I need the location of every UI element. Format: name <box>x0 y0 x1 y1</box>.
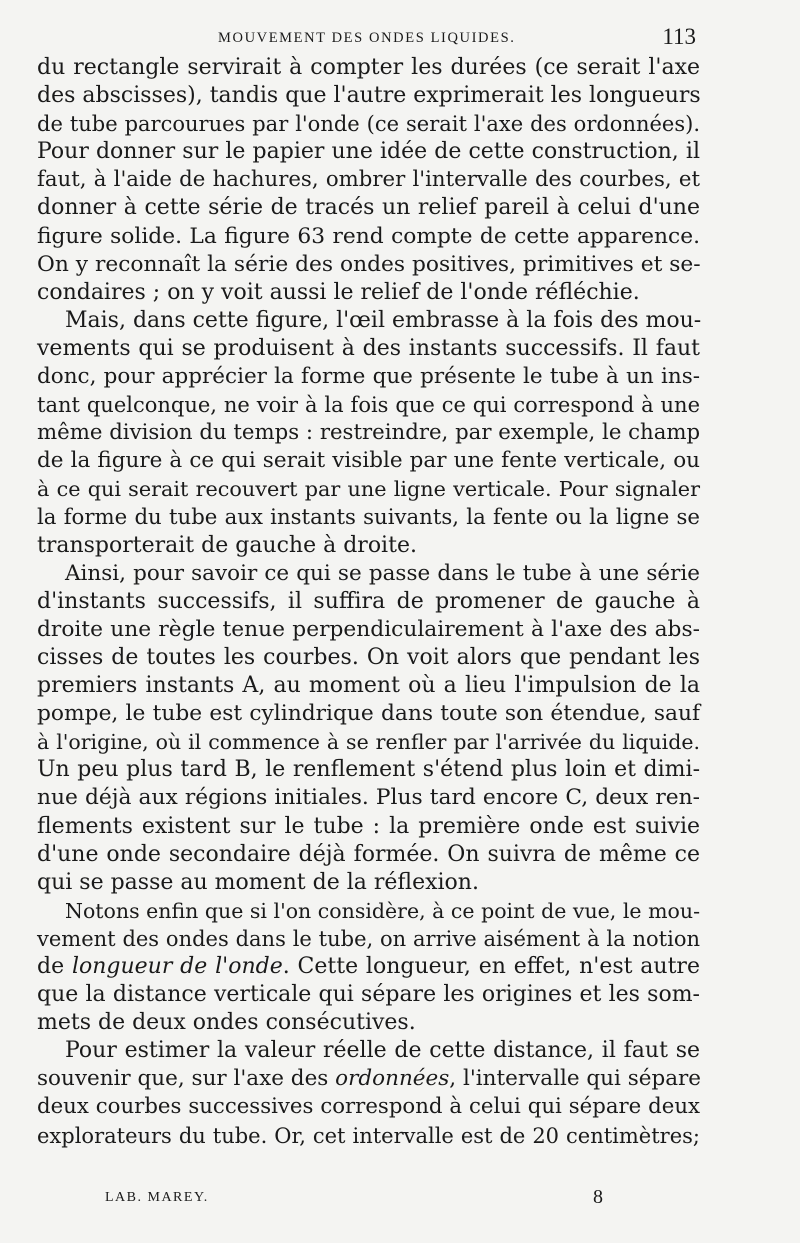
text-line: mets de deux ondes consécutives. <box>37 1010 416 1036</box>
footer-signature-label: LAB. MAREY. <box>105 1190 209 1205</box>
page-footer <box>0 1186 800 1220</box>
running-title: MOUVEMENT DES ONDES LIQUIDES. <box>218 30 516 46</box>
paragraph-1 <box>37 54 700 307</box>
text-line: qui se passe au moment de la réflexion. <box>37 869 479 895</box>
text-line: Un peu plus tard B, le renflement s'étend plus loin et dimi- <box>37 757 700 783</box>
text-line: Notons enfin que si l'on considère, à ce point de vue, le mou- <box>65 898 700 923</box>
text-line: Pour estimer la valeur réelle de cette distance, il faut se <box>65 1038 700 1064</box>
text-line: vement des ondes dans le tube, on arrive aisément à la notion <box>37 926 700 951</box>
text-line: de la figure à ce qui serait visible par une fente verticale, ou <box>37 448 700 474</box>
paragraph-4 <box>37 897 700 1037</box>
text-line: même division du temps : restreindre, par exemple, le champ <box>37 420 701 446</box>
text-line: à l'origine, où il commence à se renfler par l'arrivée du liquide. <box>37 730 700 755</box>
text-line: la forme du tube aux instants suivants, la fente ou la ligne se <box>37 504 700 530</box>
text-line: tant quelconque, ne voir à la fois que ce qui correspond à une <box>37 393 700 418</box>
text-line: droite une règle tenue perpendiculairement à l'axe des abs- <box>37 616 700 642</box>
text-line-with-emphasis: souvenir que, sur l'axe des ordonnées, l'intervalle qui sépare <box>37 1066 702 1092</box>
paragraph-3 <box>37 560 700 897</box>
text-line: de tube parcourues par l'onde (ce serait l'axe des ordonnées). <box>37 112 700 137</box>
text-line: pompe, le tube est cylindrique dans toute son étendue, sauf <box>37 701 700 727</box>
text-line: vements qui se produisent à des instants successifs. Il faut <box>37 335 700 361</box>
text-line: premiers instants A, au moment où a lieu l'impulsion de la <box>37 673 700 699</box>
page-number: 113 <box>662 24 696 49</box>
text-line: que la distance verticale qui sépare les origines et les som- <box>37 982 700 1008</box>
text-line: nue déjà aux régions initiales. Plus tard encore C, deux ren- <box>37 785 700 811</box>
text-line: des abscisses), tandis que l'autre exprimerait les longueurs <box>37 83 701 109</box>
text-line: flements existent sur le tube : la première onde est suivie <box>37 813 700 839</box>
footer-signature-number: 8 <box>593 1186 603 1208</box>
text-line: faut, à l'aide de hachures, ombrer l'intervalle des courbes, et <box>37 167 700 193</box>
text-line: On y reconnaît la série des ondes positives, primitives et se- <box>37 251 701 277</box>
text-line: d'instants successifs, il suffira de promener de gauche à <box>37 588 700 614</box>
text-line: transporterait de gauche à droite. <box>37 532 417 558</box>
text-line: Pour donner sur le papier une idée de cette construction, il <box>37 139 700 165</box>
text-line: figure solide. La figure 63 rend compte de cette apparence. <box>37 223 700 249</box>
text-line: donc, pour apprécier la forme que présente le tube à un ins- <box>37 364 700 390</box>
text-line: donner à cette série de tracés un relief pareil à celui d'une <box>37 195 700 221</box>
italic-phrase: longueur de l'onde <box>71 954 283 979</box>
text-line: condaires ; on y voit aussi le relief de l'onde réfléchie. <box>37 279 640 305</box>
text-line: à ce qui serait recouvert par une ligne verticale. Pour signaler <box>37 477 700 502</box>
text-line: cisses de toutes les courbes. On voit alors que pendant les <box>37 644 700 670</box>
text-line: du rectangle servirait à compter les durées (ce serait l'axe <box>37 55 700 80</box>
text-line: Ainsi, pour savoir ce qui se passe dans le tube à une série <box>65 560 700 586</box>
paragraph-2 <box>37 307 700 560</box>
text-line-with-emphasis: de longueur de l'onde. Cette longueur, en effet, n'est autre <box>37 954 700 979</box>
text-line: explorateurs du tube. Or, cet intervalle est de 20 centimètres; <box>37 1123 700 1148</box>
running-header <box>0 24 800 54</box>
body-text <box>37 54 700 1150</box>
text-line: Mais, dans cette figure, l'œil embrasse à la fois des mou- <box>65 307 702 333</box>
text-line: d'une onde secondaire déjà formée. On suivra de même ce <box>37 841 700 867</box>
text-line: deux courbes successives correspond à celui qui sépare deux <box>37 1094 700 1120</box>
paragraph-5 <box>37 1037 700 1149</box>
italic-phrase: ordonnées <box>335 1066 450 1092</box>
